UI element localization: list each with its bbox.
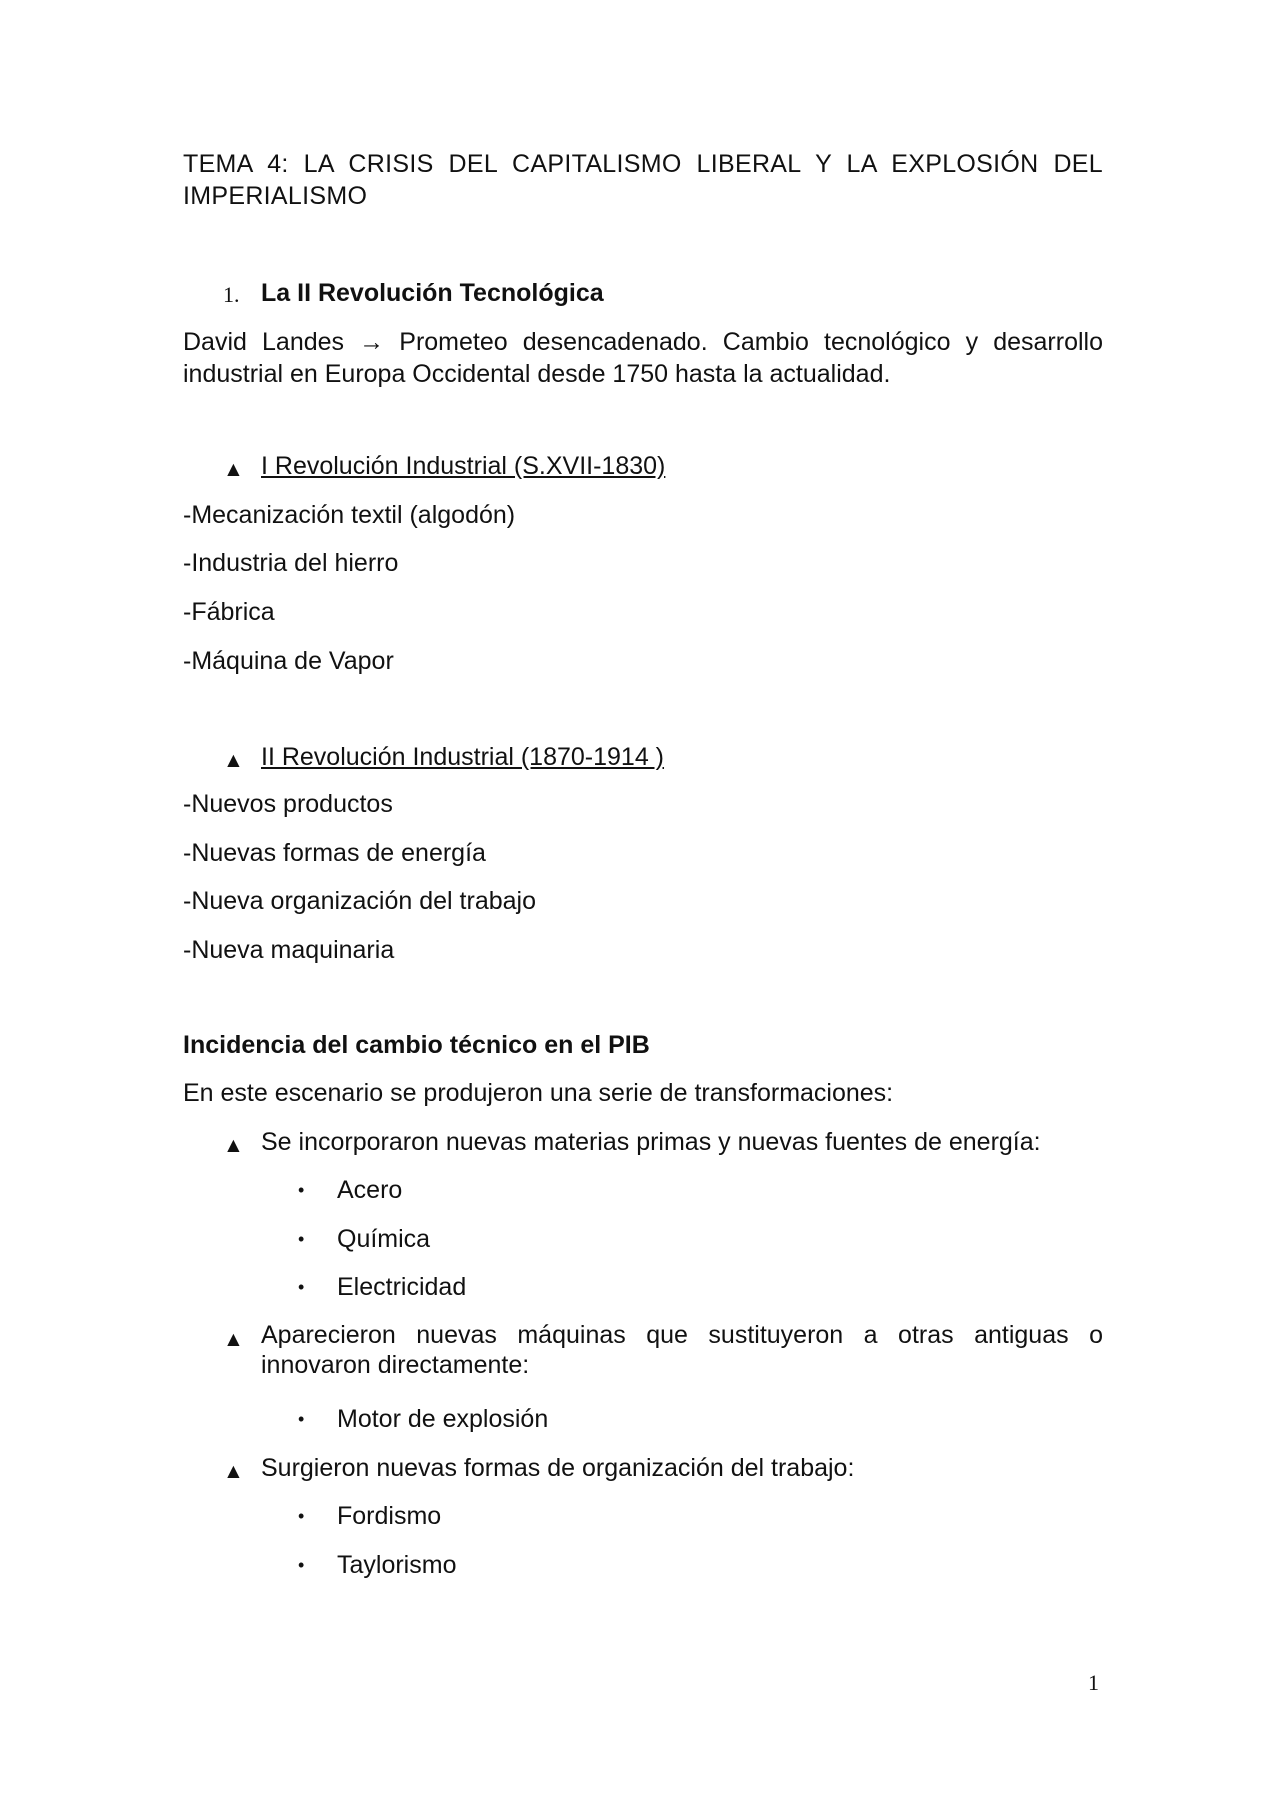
dot-bullet-icon: • (298, 1409, 305, 1429)
sub-list-item: Electricidad (337, 1273, 467, 1301)
list-item: -Fábrica (183, 598, 275, 626)
list-item: -Máquina de Vapor (183, 647, 394, 675)
dot-bullet-icon: • (298, 1180, 305, 1200)
list-item: -Nuevas formas de energía (183, 839, 486, 867)
sub-list-item: Motor de explosión (337, 1405, 549, 1433)
triangle-bullet-icon: ▲ (223, 749, 244, 772)
section-number: 1. (223, 282, 240, 307)
incidence-intro: En este escenario se produjeron una serie de transformaciones: (183, 1079, 894, 1107)
incidence-point: Se incorporaron nuevas materias primas y nuevas fuentes de energía: (261, 1128, 1041, 1156)
dot-bullet-icon: • (298, 1229, 305, 1249)
list-item: -Mecanización textil (algodón) (183, 501, 516, 529)
intro-paragraph: David Landes → Prometeo desencadenado. Cambio tecnológico y desarrollo industrial en Europa Occidental desde 1750 hasta la actualidad. (183, 328, 1103, 388)
sub-list-item: Acero (337, 1176, 403, 1204)
document-title: TEMA 4: LA CRISIS DEL CAPITALISMO LIBERAL Y LA EXPLOSIÓN DEL IMPERIALISMO (183, 150, 1103, 210)
incidence-heading: Incidencia del cambio técnico en el PIB (183, 1031, 650, 1059)
first-revolution-heading: I Revolución Industrial (S.XVII-1830) (261, 452, 666, 480)
dot-bullet-icon: • (298, 1555, 305, 1575)
incidence-point: Aparecieron nuevas máquinas que sustituyeron a otras antiguas o innovaron directamente: (261, 1321, 1103, 1379)
sub-list-item: Química (337, 1225, 431, 1253)
list-item: -Industria del hierro (183, 549, 399, 577)
incidence-point: Surgieron nuevas formas de organización del trabajo: (261, 1454, 855, 1482)
triangle-bullet-icon: ▲ (223, 458, 244, 481)
page-number: 1 (1088, 1670, 1099, 1695)
sub-list-item: Taylorismo (337, 1551, 457, 1579)
list-item: -Nuevos productos (183, 790, 393, 818)
triangle-bullet-icon: ▲ (223, 1134, 244, 1157)
dot-bullet-icon: • (298, 1506, 305, 1526)
sub-list-item: Fordismo (337, 1502, 442, 1530)
list-item: -Nueva organización del trabajo (183, 887, 536, 915)
triangle-bullet-icon: ▲ (223, 1460, 244, 1483)
triangle-bullet-icon: ▲ (223, 1328, 244, 1351)
dot-bullet-icon: • (298, 1277, 305, 1297)
second-revolution-heading: II Revolución Industrial (1870-1914 ) (261, 743, 665, 771)
list-item: -Nueva maquinaria (183, 936, 395, 964)
section-heading: La II Revolución Tecnológica (261, 279, 604, 307)
